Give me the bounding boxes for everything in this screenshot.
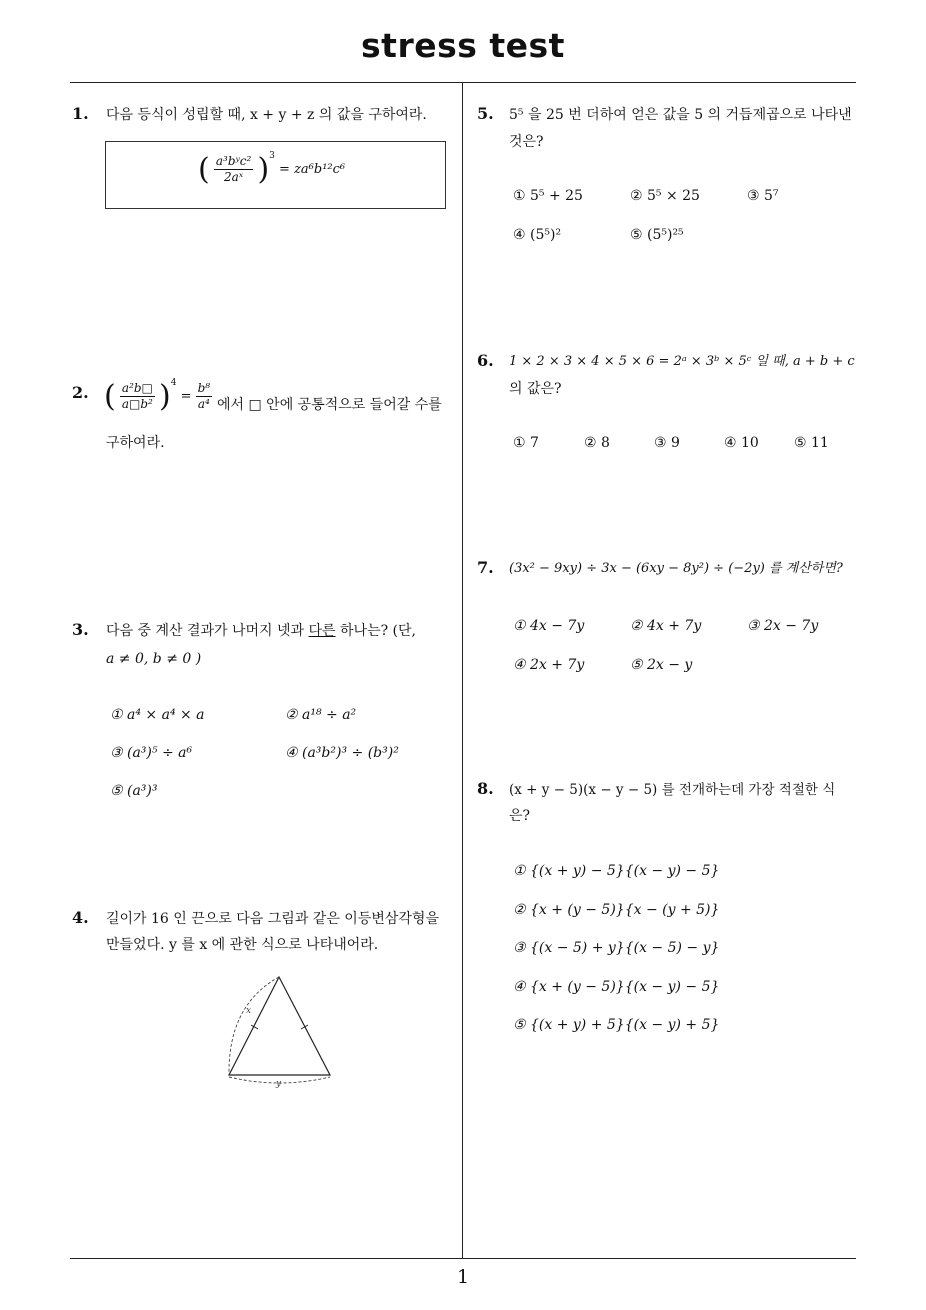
choice-1[interactable]: ① {(x + y) − 5}{(x − y) − 5} [513, 863, 720, 879]
choice-2[interactable]: ② a¹⁸ ÷ a² [285, 707, 357, 723]
triangle [229, 977, 330, 1075]
column-divider [462, 83, 463, 1258]
page-number: 1 [456, 1266, 470, 1288]
choice-5[interactable]: ⑤ (a³)³ [110, 783, 158, 799]
choice-4[interactable]: ④ (a³b²)³ ÷ (b³)² [285, 745, 399, 761]
question-text-line2: 의 값은? [509, 381, 562, 397]
choice-3[interactable]: ③ (a³)⁵ ÷ a⁶ [110, 745, 193, 761]
isosceles-triangle-figure [220, 965, 345, 1090]
question-formula: ( $\frac{\text{a²b□}}{\text{a□b²}}$ )$^4$ = $\frac{\text{b⁸}}{\text{a⁴}}$ [104, 377, 211, 414]
bottom-rule [70, 1258, 856, 1259]
choice-5[interactable]: ⑤ 2x − y [630, 657, 693, 673]
choice-1[interactable]: ① 4x − 7y [513, 618, 585, 634]
question-text-line2: 만들었다. y 를 x 에 관한 식으로 나타내어라. [106, 937, 379, 953]
choice-3[interactable]: ③ 2x − 7y [747, 618, 819, 634]
choice-3[interactable]: ③ 9 [654, 435, 680, 451]
question-text-line2: 구하여라. [106, 435, 165, 451]
question-text: 5⁵ 을 25 번 더하여 얻은 값을 5 의 거듭제곱으로 나타낸 [509, 107, 852, 123]
question-condition: a ≠ 0, b ≠ 0 ) [106, 651, 202, 667]
choice-4[interactable]: ④ {x + (y − 5)}{(x − y) − 5} [513, 979, 720, 995]
question-number: 7. [477, 558, 494, 577]
choice-2[interactable]: ② {x + (y − 5)}{x − (y + 5)} [513, 902, 720, 918]
choice-5[interactable]: ⑤ 11 [794, 435, 829, 451]
lhs-denominator: a□b² [121, 397, 153, 411]
question-text: 1 × 2 × 3 × 4 × 5 × 6 = 2ᵃ × 3ᵇ × 5ᶜ 일 때, a + b + c [509, 354, 855, 369]
question-text-line2: 은? [509, 808, 531, 824]
choice-4[interactable]: ④ 2x + 7y [513, 657, 585, 673]
question-number: 3. [72, 620, 89, 639]
text-part: 하나는? (단, [340, 623, 416, 639]
question-number: 6. [477, 351, 494, 370]
question-text: (3x² − 9xy) ÷ 3x − (6xy − 8y²) ÷ (−2y) 를 계산하면? [509, 561, 843, 576]
formula-box [105, 141, 446, 209]
choice-1[interactable]: ① 7 [513, 435, 539, 451]
question-number: 8. [477, 779, 494, 798]
underlined-text: 다른 [308, 623, 336, 639]
formula-denominator: 2aˣ [224, 170, 244, 184]
choice-2[interactable]: ② 4x + 7y [630, 618, 702, 634]
rhs-numerator: b⁸ [197, 381, 211, 395]
label-x: x [246, 1006, 252, 1016]
rhs-denominator: a⁴ [197, 397, 210, 411]
question-text: 길이가 16 인 끈으로 다음 그림과 같은 이등변삼각형을 [106, 911, 439, 927]
choice-1[interactable]: ① a⁴ × a⁴ × a [110, 707, 205, 723]
formula-exponent: 3 [269, 150, 275, 161]
page-title: stress test [361, 26, 565, 65]
formula-rhs: = za⁶b¹²c⁶ [279, 162, 346, 177]
choice-3[interactable]: ③ 5⁷ [747, 188, 779, 204]
choice-4[interactable]: ④ (5⁵)² [513, 227, 562, 243]
choice-2[interactable]: ② 5⁵ × 25 [630, 188, 700, 204]
question-text: 에서 □ 안에 공통적으로 들어갈 수를 [217, 397, 442, 413]
choice-3[interactable]: ③ {(x − 5) + y}{(x − 5) − y} [513, 940, 720, 956]
lhs-exponent: 4 [170, 377, 177, 388]
question-text-line2: 것은? [509, 134, 544, 150]
formula: ( $\frac{\text{a³bʸc²}}{\text{2aˣ}}$ )$^3$ = za⁶b¹²c⁶ [198, 150, 346, 187]
question-number: 5. [477, 104, 494, 123]
question-number: 2. [72, 383, 89, 402]
question-text: 다음 등식이 성립할 때, x + y + z 의 값을 구하여라. [106, 107, 427, 123]
label-y: y [276, 1079, 282, 1089]
choice-5[interactable]: ⑤ {(x + y) + 5}{(x − y) + 5} [513, 1017, 720, 1033]
choice-2[interactable]: ② 8 [584, 435, 610, 451]
question-text [106, 617, 416, 645]
choice-1[interactable]: ① 5⁵ + 25 [513, 188, 583, 204]
top-rule [70, 82, 856, 83]
question-number: 1. [72, 104, 89, 123]
formula-numerator: a³bʸc² [215, 154, 252, 168]
question-text: (x + y − 5)(x − y − 5) 를 전개하는데 가장 적절한 식 [509, 782, 836, 798]
choice-5[interactable]: ⑤ (5⁵)²⁵ [630, 227, 684, 243]
lhs-numerator: a²b□ [121, 381, 153, 395]
question-number: 4. [72, 908, 89, 927]
text-part: 다음 중 계산 결과가 나머지 넷과 [106, 623, 305, 639]
choice-4[interactable]: ④ 10 [724, 435, 759, 451]
